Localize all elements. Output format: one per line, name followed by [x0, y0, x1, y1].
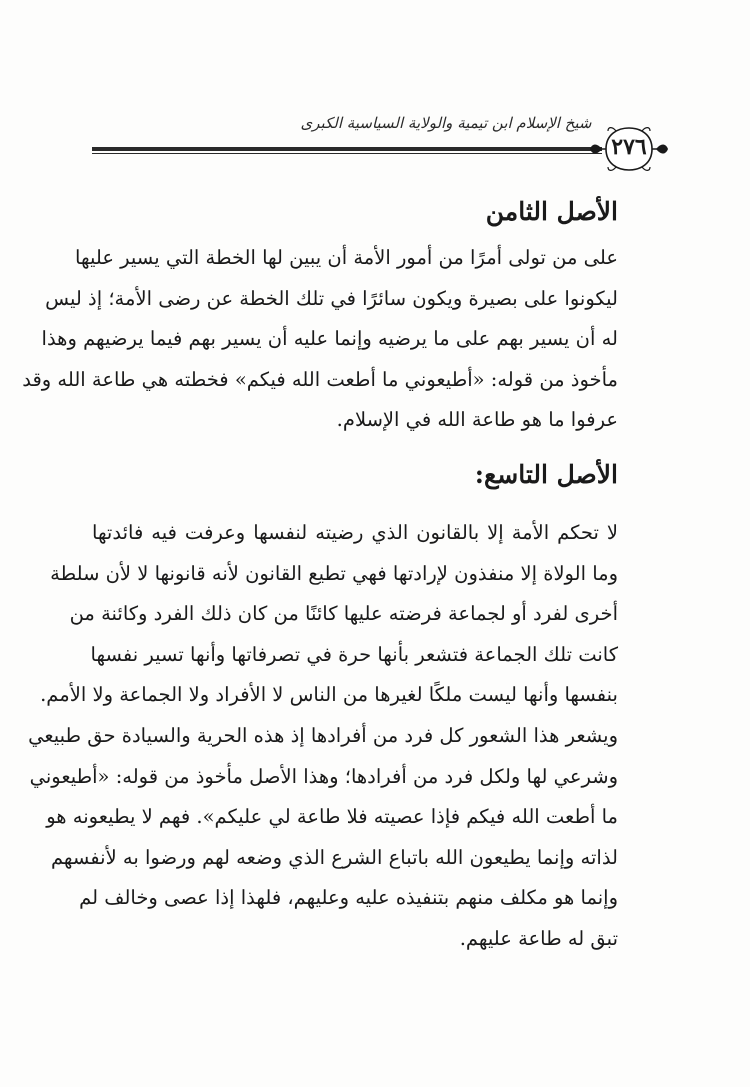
text-line: ما أطعت الله فيكم فإذا عصيته فلا طاعة لي عليكم». فهم لا يطيعونه هو: [46, 805, 618, 829]
text-line: لا تحكم الأمة إلا بالقانون الذي رضيته لنفسها وعرفت فيه فائدتها: [92, 520, 618, 544]
section-spacer: [92, 501, 618, 513]
text-line: وشرعي لها ولكل فرد من أفرادها؛ وهذا الأصل مأخوذ من قوله: «أطيعوني: [29, 764, 618, 788]
paragraph-ninth: [28, 513, 618, 960]
section-spacer: [92, 441, 618, 449]
page-number: ٢٧٦: [611, 134, 647, 160]
text-line: لذاته وإنما يطيعون الله باتباع الشرع الذي وضعه لهم ورضوا به لأنفسهم: [50, 845, 618, 869]
header-rule-thick: [92, 147, 602, 151]
text-line: على من تولى أمرًا من أمور الأمة أن يبين لها الخطة التي يسير عليها: [75, 246, 618, 269]
section-heading-eighth: الأصل الثامن: [485, 197, 618, 226]
section-heading-ninth: الأصل التاسع:: [474, 459, 618, 489]
text-line: وما الولاة إلا منفذون لإرادتها فهي تطيع القانون لأنه قانونها لا لأن سلطة: [50, 561, 618, 585]
text-line: كانت تلك الجماعة فتشعر بأنها حرة في تصرفاتها وأنها تسير نفسها: [90, 642, 618, 666]
header-rule-thin: [92, 153, 602, 154]
running-title: شيخ الإسلام ابن تيمية والولاية السياسية الكبرى: [300, 114, 592, 132]
text-line: له أن يسير بهم على ما يرضيه وإنما عليه أن يسير بهم فيما يرضيهم وهذا: [41, 327, 618, 351]
text-line: ويشعر هذا الشعور كل فرد من أفرادها إذ هذه الحرية والسيادة حق طبيعي: [28, 723, 618, 747]
text-line: أخرى لفرد أو لجماعة فرضته عليها كائنًا من كان ذلك الفرد وكائنة من: [69, 602, 618, 626]
text-line: تبق له طاعة عليهم.: [459, 926, 618, 950]
text-line: ليكونوا على بصيرة ويكون سائرًا في تلك الخطة عن رضى الأمة؛ إذ ليس: [45, 286, 618, 310]
text-line: مأخوذ من قوله: «أطيعوني ما أطعت الله فيكم» فخطته هي طاعة الله وقد: [22, 367, 618, 391]
text-line: وإنما هو مكلف منهم بتنفيذه عليه وعليهم، فلهذا إذا عصى وخالف لم: [79, 886, 618, 910]
text-line: عرفوا ما هو طاعة الله في الإسلام.: [336, 408, 618, 432]
text-line: بنفسها وأنها ليست ملكًا لغيرها من الناس لا الأفراد ولا الجماعة ولا الأمم.: [40, 683, 618, 707]
page-content: [22, 186, 618, 960]
paragraph-eighth: [22, 238, 618, 441]
